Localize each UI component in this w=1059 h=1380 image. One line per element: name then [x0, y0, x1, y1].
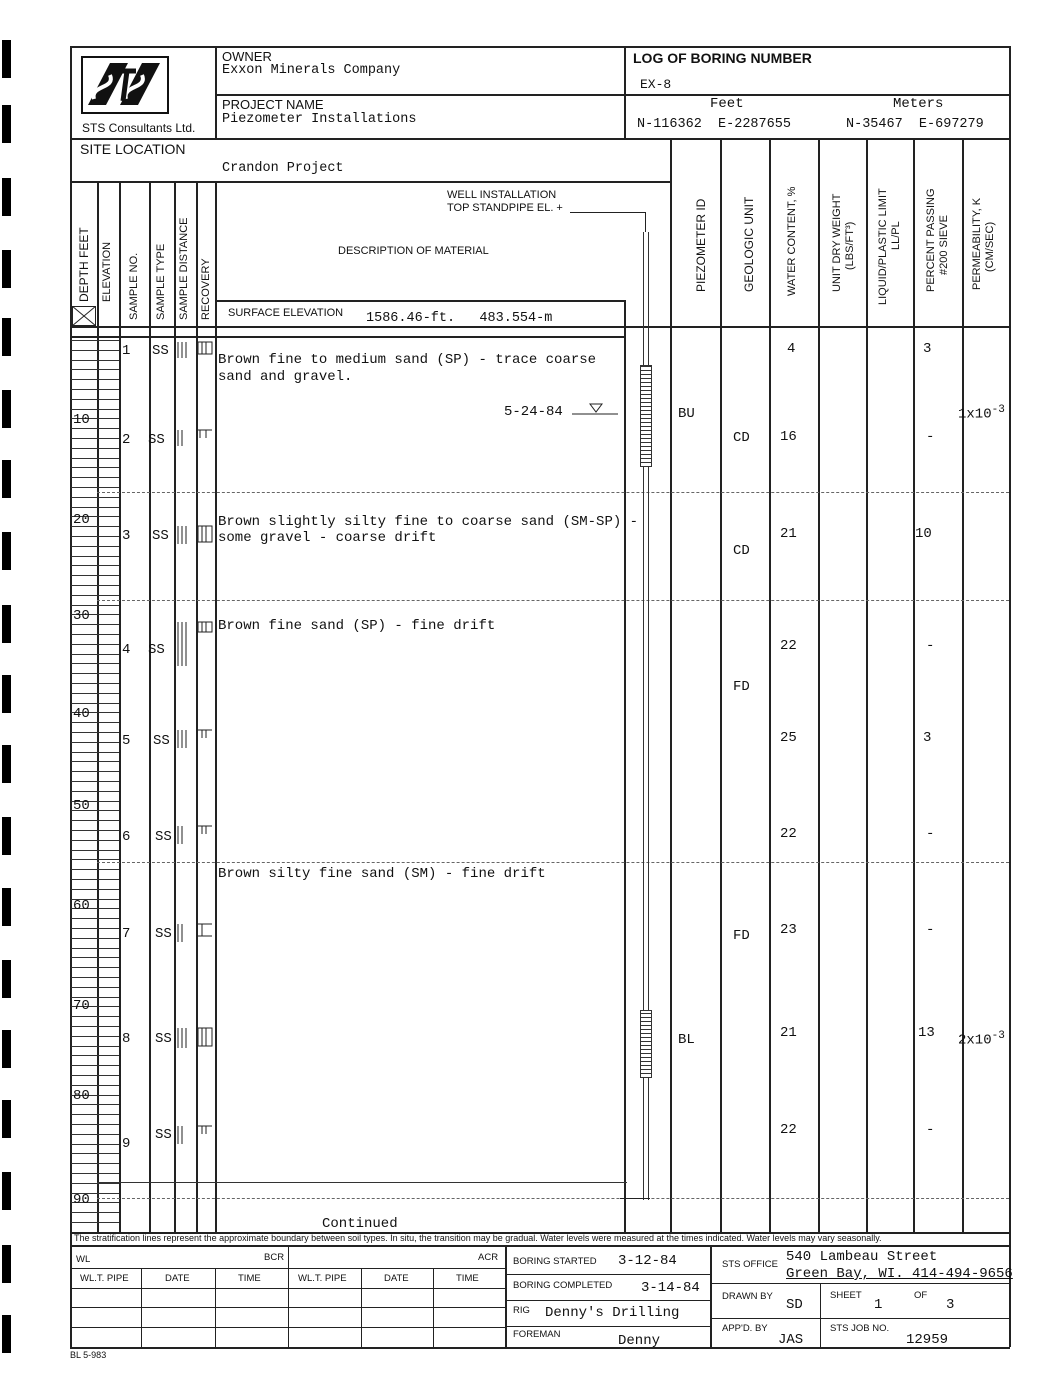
sample-no: 3	[122, 528, 131, 544]
permeability-coef: 2x10	[958, 1032, 992, 1049]
depth-tick	[71, 1124, 119, 1125]
stratum-boundary	[97, 1182, 627, 1183]
sample-type: SS	[148, 642, 165, 658]
drawn-by-label: DRAWN BY	[722, 1291, 773, 1302]
depth-tick	[71, 409, 119, 410]
depth-mark: 70	[73, 998, 90, 1014]
footnote: The stratification lines represent the approximate boundary between soil types. In situ, the transition may be gradual. Water levels were measured at the times indicated. Water levels may vary seasonally.	[74, 1233, 882, 1243]
sample-type: SS	[153, 733, 170, 749]
depth-tick	[71, 1144, 119, 1145]
upper-screen-icon	[640, 365, 652, 467]
depth-tick	[71, 575, 119, 576]
depth-tick	[71, 830, 119, 831]
meters-coords: N-35467 E-697279	[846, 117, 984, 132]
col-geologic-unit: GEOLOGIC UNIT	[742, 196, 756, 292]
depth-tick	[71, 938, 119, 939]
depth-mark: 80	[73, 1088, 90, 1104]
depth-tick	[71, 869, 119, 870]
company-name: STS Consultants Ltd.	[82, 121, 196, 135]
description-line: Brown fine to medium sand (SP) - trace coarse	[218, 352, 597, 368]
depth-tick	[71, 556, 119, 557]
owner-value: Exxon Minerals Company	[222, 63, 401, 78]
sample-no: 7	[122, 926, 131, 942]
of-label: OF	[914, 1290, 928, 1301]
depth-tick	[71, 1046, 119, 1047]
appd-by-value: JAS	[778, 1332, 804, 1348]
col-sample-distance: SAMPLE DISTANCE	[178, 217, 190, 320]
surface-elevation-label: SURFACE ELEVATION	[228, 307, 344, 319]
feet-label: Feet	[710, 96, 744, 112]
site-value: Crandon Project	[222, 161, 344, 176]
depth-tick	[71, 889, 119, 890]
depth-tick	[71, 1173, 119, 1174]
site-label: SITE LOCATION	[80, 141, 186, 157]
col-water-content: WATER CONTENT, %	[786, 186, 798, 296]
depth-mark: 60	[73, 898, 90, 914]
job-no-value: 12959	[906, 1332, 949, 1348]
depth-tick	[71, 1153, 119, 1154]
depth-tick	[71, 703, 119, 704]
depth-tick	[71, 360, 119, 361]
water-content: 22	[780, 826, 797, 842]
depth-mark: 30	[73, 608, 90, 624]
percent-passing: 13	[918, 1025, 935, 1041]
depth-tick	[71, 928, 119, 929]
depth-tick	[71, 850, 119, 851]
depth-tick	[71, 1065, 119, 1066]
depth-tick	[71, 840, 119, 841]
depth-tick	[71, 820, 119, 821]
depth-mark: 20	[73, 512, 90, 528]
sts-office-label: STS OFFICE	[722, 1259, 778, 1270]
depth-tick	[71, 438, 119, 439]
sample-type: SS	[148, 432, 165, 448]
description-line: Brown fine sand (SP) - fine drift	[218, 618, 496, 634]
permeability-coef: 1x10	[958, 406, 992, 423]
col-unit-dry-weight-units: (LBS/FT³)	[844, 221, 856, 270]
depth-tick	[71, 605, 119, 606]
depth-tick	[71, 673, 119, 674]
office-line-1: 540 Lambeau Street	[786, 1249, 938, 1265]
description-line: Brown silty fine sand (SM) - fine drift	[218, 866, 546, 882]
piezometer-id: BL	[678, 1032, 695, 1048]
stratum-boundary	[97, 600, 1009, 601]
depth-tick	[71, 1026, 119, 1027]
sample-no: 4	[122, 642, 131, 658]
percent-passing: -	[926, 1122, 935, 1138]
col-sample-no: SAMPLE NO.	[128, 252, 140, 320]
footer-wl: WL	[76, 1254, 91, 1265]
boring-completed-value: 3-14-84	[641, 1280, 700, 1296]
depth-tick	[71, 546, 119, 547]
foreman-value: Denny	[618, 1333, 661, 1349]
boring-number: EX-8	[640, 77, 672, 92]
depth-tick	[71, 350, 119, 351]
footer-bcr: BCR	[264, 1252, 285, 1263]
drawn-by-value: SD	[786, 1297, 803, 1313]
percent-passing: -	[926, 826, 935, 842]
depth-tick	[71, 693, 119, 694]
footer-wl-pipe: WL.T. PIPE	[298, 1273, 347, 1284]
depth-tick	[71, 742, 119, 743]
stratum-boundary	[97, 492, 1009, 493]
job-no-label: STS JOB NO.	[830, 1323, 890, 1334]
sample-no: 9	[122, 1136, 131, 1152]
col-liquid-plastic: LIQUID/PLASTIC LIMIT	[877, 188, 889, 305]
description-line: Brown slightly silty fine to coarse sand (SM-SP) -	[218, 514, 639, 530]
percent-passing: -	[926, 638, 935, 654]
sample-no: 8	[122, 1031, 131, 1047]
boring-started-label: BORING STARTED	[513, 1256, 597, 1267]
water-content: 22	[780, 638, 797, 654]
depth-tick	[71, 497, 119, 498]
depth-mark: 50	[73, 798, 90, 814]
footer-date: DATE	[384, 1273, 409, 1284]
footer-date: DATE	[165, 1273, 190, 1284]
water-level-triangle-icon	[572, 402, 618, 416]
stratum-boundary	[97, 1198, 1009, 1199]
col-piezometer-id: PIEZOMETER ID	[694, 198, 708, 292]
description-line: sand and gravel.	[218, 369, 353, 385]
permeability-exp: -3	[991, 1030, 1005, 1042]
col-top-standpipe: TOP STANDPIPE EL. +	[447, 202, 563, 214]
depth-tick	[71, 1163, 119, 1164]
owner-label: OWNER	[222, 49, 272, 64]
depth-tick	[71, 624, 119, 625]
depth-tick	[71, 1222, 119, 1223]
depth-tick	[71, 683, 119, 684]
depth-tick	[71, 340, 119, 341]
depth-mark: 10	[73, 412, 90, 428]
boring-completed-label: BORING COMPLETED	[513, 1280, 613, 1291]
depth-tick	[71, 1104, 119, 1105]
form-code: BL 5-983	[70, 1350, 107, 1360]
water-content: 21	[780, 526, 797, 542]
lower-screen-icon	[640, 1010, 652, 1078]
appd-by-label: APP'D. BY	[722, 1323, 768, 1334]
rig-value: Denny's Drilling	[545, 1305, 680, 1321]
footer-time: TIME	[238, 1273, 261, 1284]
depth-tick	[71, 977, 119, 978]
surface-elevation-value: 1586.46-ft. 483.554-m	[366, 311, 553, 326]
depth-tick	[71, 565, 119, 566]
col-elevation: ELEVATION	[101, 241, 113, 302]
depth-tick	[71, 536, 119, 537]
depth-tick	[71, 781, 119, 782]
continued-label: Continued	[322, 1216, 398, 1232]
depth-tick	[71, 752, 119, 753]
footer-acr: ACR	[478, 1252, 499, 1263]
depth-tick	[71, 859, 119, 860]
stratum-boundary	[97, 862, 1009, 863]
depth-tick	[71, 879, 119, 880]
footer-time: TIME	[456, 1273, 479, 1284]
depth-tick	[71, 369, 119, 370]
footer-wl-pipe: WL.T. PIPE	[80, 1273, 129, 1284]
water-content: 23	[780, 922, 797, 938]
col-well-installation: WELL INSTALLATION	[447, 189, 557, 201]
sample-no: 1	[122, 343, 131, 359]
sample-type: SS	[152, 343, 169, 359]
geologic-unit: CD	[733, 430, 750, 446]
col-permeability-units: (CM/SEC)	[984, 221, 996, 272]
geologic-unit: CD	[733, 543, 750, 559]
depth-tick	[71, 379, 119, 380]
depth-tick	[71, 458, 119, 459]
sts-logo-icon	[80, 55, 170, 115]
depth-tick	[71, 399, 119, 400]
sheet-label: SHEET	[830, 1290, 862, 1301]
depth-tick	[71, 595, 119, 596]
depth-tick	[71, 467, 119, 468]
percent-passing: 10	[915, 526, 932, 542]
depth-tick	[71, 663, 119, 664]
sample-type: SS	[155, 1127, 172, 1143]
depth-mark: 40	[73, 706, 90, 722]
water-level-date: 5-24-84	[504, 404, 563, 420]
depth-tick	[71, 644, 119, 645]
depth-tick	[71, 428, 119, 429]
depth-tick	[71, 771, 119, 772]
col-depth-feet: DEPTH FEET	[77, 227, 91, 302]
percent-passing: -	[926, 922, 935, 938]
of-value: 3	[946, 1297, 955, 1313]
depth-tick	[71, 967, 119, 968]
depth-tick	[71, 1055, 119, 1056]
col-ll-pl: LL/PL	[890, 221, 902, 250]
project-value: Piezometer Installations	[222, 112, 417, 127]
depth-tick	[71, 987, 119, 988]
depth-tick	[71, 948, 119, 949]
col-description: DESCRIPTION OF MATERIAL	[338, 245, 489, 257]
depth-tick	[71, 957, 119, 958]
col-sieve: #200 SIEVE	[938, 215, 950, 275]
water-content: 22	[780, 1122, 797, 1138]
depth-tick	[71, 791, 119, 792]
depth-tick	[71, 1212, 119, 1213]
depth-tick	[71, 1085, 119, 1086]
feet-coords: N-116362 E-2287655	[637, 117, 791, 132]
piezometer-id: BU	[678, 406, 695, 422]
permeability-value	[958, 404, 1005, 423]
depth-corner-cross-icon	[72, 306, 96, 326]
depth-tick	[71, 448, 119, 449]
percent-passing: 3	[923, 730, 932, 746]
sample-no: 2	[122, 432, 131, 448]
col-sample-type: SAMPLE TYPE	[155, 243, 167, 320]
sample-type: SS	[155, 1031, 172, 1047]
col-unit-dry-weight: UNIT DRY WEIGHT	[831, 193, 843, 292]
description-line: some gravel - coarse drift	[218, 530, 437, 546]
water-content: 16	[780, 429, 797, 445]
geologic-unit: FD	[733, 679, 750, 695]
depth-tick	[71, 918, 119, 919]
meters-label: Meters	[893, 96, 944, 112]
percent-passing: 3	[923, 341, 932, 357]
depth-tick	[71, 654, 119, 655]
water-content: 25	[780, 730, 797, 746]
depth-tick	[71, 722, 119, 723]
geologic-unit: FD	[733, 928, 750, 944]
office-line-2: Green Bay, WI. 414-494-9656	[786, 1266, 1013, 1282]
water-content: 21	[780, 1025, 797, 1041]
foreman-label: FOREMAN	[513, 1329, 561, 1340]
depth-tick	[71, 761, 119, 762]
col-recovery: RECOVERY	[200, 258, 212, 320]
col-percent-passing: PERCENT PASSING	[925, 188, 937, 292]
depth-tick	[71, 1016, 119, 1017]
water-content: 4	[787, 341, 796, 357]
boring-started-value: 3-12-84	[618, 1253, 677, 1269]
permeability-exp: -3	[991, 404, 1005, 416]
depth-tick	[71, 634, 119, 635]
rig-label: RIG	[513, 1305, 530, 1316]
sample-type: SS	[155, 829, 172, 845]
depth-tick	[71, 1036, 119, 1037]
depth-tick	[71, 1075, 119, 1076]
sheet-value: 1	[874, 1297, 883, 1313]
log-title: LOG OF BORING NUMBER	[633, 50, 812, 66]
sample-type: SS	[155, 926, 172, 942]
depth-tick	[71, 507, 119, 508]
depth-tick	[71, 1134, 119, 1135]
depth-tick	[71, 732, 119, 733]
depth-mark: 90	[73, 1192, 90, 1208]
depth-tick	[71, 487, 119, 488]
depth-tick	[71, 477, 119, 478]
permeability-value	[958, 1030, 1005, 1049]
depth-tick	[71, 389, 119, 390]
percent-passing: -	[926, 429, 935, 445]
sample-no: 6	[122, 829, 131, 845]
sample-type: SS	[152, 528, 169, 544]
depth-tick	[71, 585, 119, 586]
project-label: PROJECT NAME	[222, 97, 324, 112]
sample-no: 5	[122, 733, 131, 749]
depth-tick	[71, 1114, 119, 1115]
col-permeability: PERMEABILITY, K	[971, 197, 983, 290]
